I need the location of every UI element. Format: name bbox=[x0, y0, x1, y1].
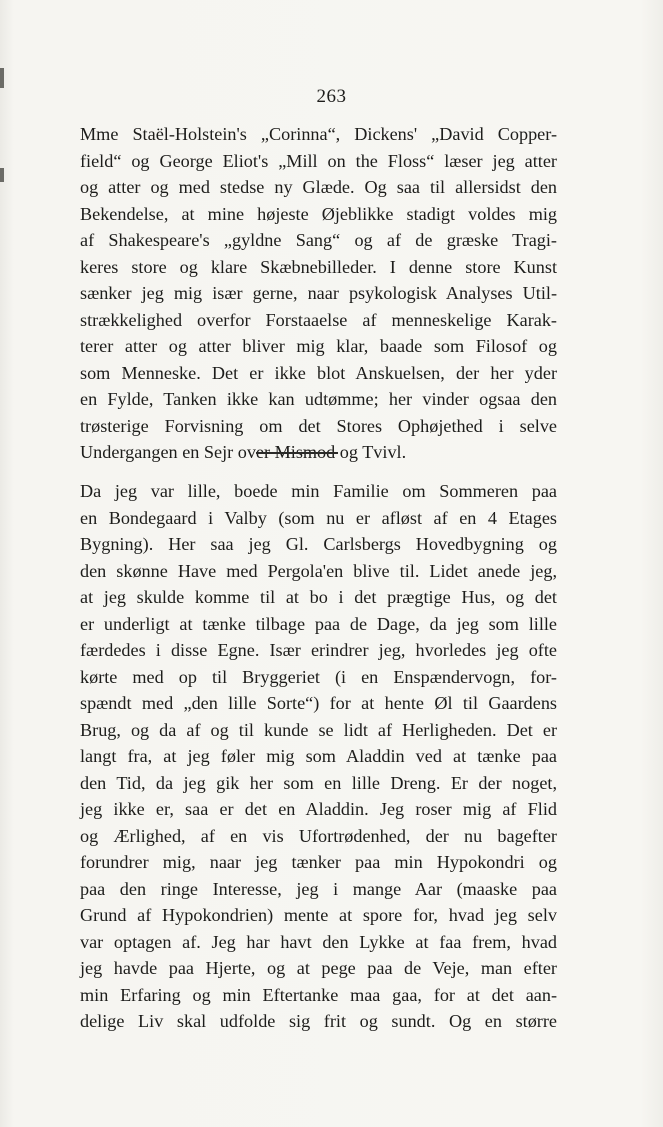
paragraph-2 bbox=[80, 478, 557, 1035]
scan-edge-mark bbox=[0, 168, 4, 182]
text-line: strækkelighed overfor Forstaaelse af menneskelige Karak- bbox=[80, 309, 557, 330]
text-line: Mme Staël-Holstein's „Corinna“, Dickens' „David Copper- bbox=[80, 124, 557, 144]
text-line: Bekendelse, at mine højeste Øjeblikke stadigt voldes mig bbox=[80, 203, 557, 224]
text-line: som Menneske. Det er ikke blot Anskuelsen, der her yder bbox=[80, 362, 557, 383]
text-line: og atter og med stedse ny Glæde. Og saa til allersidst den bbox=[80, 177, 557, 197]
scan-edge-mark bbox=[0, 68, 4, 88]
text-line: kørte med op til Bryggeriet (i en Enspændervogn, for- bbox=[80, 666, 557, 687]
text-line: min Erfaring og min Eftertanke maa gaa, for at det aan- bbox=[80, 984, 557, 1005]
text-line: at jeg skulde komme til at bo i det prægtige Hus, og det bbox=[80, 587, 557, 607]
text-line: sænker jeg mig især gerne, naar psykologisk Analyses Util- bbox=[80, 283, 557, 303]
text-line: Brug, og da af og til kunde se lidt af Herligheden. Det er bbox=[80, 719, 557, 740]
page-number: 263 bbox=[316, 86, 347, 107]
text-line: keres store og klare Skæbnebilleder. I denne store Kunst bbox=[80, 256, 557, 277]
text-line: Bygning). Her saa jeg Gl. Carlsbergs Hovedbygning og bbox=[80, 534, 557, 554]
text-line: færdedes i disse Egne. Især erindrer jeg, hvorledes jeg ofte bbox=[80, 640, 557, 660]
paragraph-1 bbox=[80, 121, 557, 466]
text-line: paa den ringe Interesse, jeg i mange Aar (maaske paa bbox=[80, 878, 557, 899]
text-line: en Fylde, Tanken ikke kan udtømme; her vinder ogsaa den bbox=[80, 389, 557, 409]
text-line: og Ærlighed, af en vis Ufortrødenhed, der nu bagefter bbox=[80, 825, 557, 846]
text-line: terer atter og atter bliver mig klar, baade som Filosof og bbox=[80, 336, 557, 356]
text-line: den skønne Have med Pergola'en blive til. Lidet anede jeg, bbox=[80, 560, 557, 581]
text-line: Grund af Hypokondrien) mente at spore for, hvad jeg selv bbox=[80, 905, 557, 925]
text-line: den Tid, da jeg gik her som en lille Dreng. Er der noget, bbox=[80, 772, 557, 793]
text-line: langt fra, at jeg føler mig som Aladdin ved at tænke paa bbox=[80, 746, 557, 766]
text-line: er underligt at tænke tilbage paa de Dage, da jeg som lille bbox=[80, 613, 557, 634]
text-line: jeg ikke er, saa er det en Aladdin. Jeg roser mig af Flid bbox=[80, 799, 557, 819]
text-line: field“ og George Eliot's „Mill on the Floss“ læser jeg atter bbox=[80, 150, 557, 171]
text-line: af Shakespeare's „gyldne Sang“ og af de græske Tragi- bbox=[80, 230, 557, 250]
text-line: Da jeg var lille, boede min Familie om Sommeren paa bbox=[80, 481, 557, 501]
text-line: Undergangen en Sejr over Mismod og Tvivl. bbox=[80, 442, 407, 462]
text-line: jeg havde paa Hjerte, og at pege paa de Veje, man efter bbox=[80, 958, 557, 978]
text-line: forundrer mig, naar jeg tænker paa min Hypokondri og bbox=[80, 852, 557, 872]
section-divider bbox=[256, 452, 338, 454]
text-line: delige Liv skal udfolde sig frit og sundt. Og en større bbox=[80, 1011, 557, 1031]
text-line: trøsterige Forvisning om det Stores Ophøjethed i selve bbox=[80, 415, 557, 436]
text-line: en Bondegaard i Valby (som nu er afløst af en 4 Etages bbox=[80, 507, 557, 528]
text-line: spændt med „den lille Sorte“) for at hente Øl til Gaardens bbox=[80, 693, 557, 713]
text-line: var optagen af. Jeg har havt den Lykke at faa frem, hvad bbox=[80, 931, 557, 952]
